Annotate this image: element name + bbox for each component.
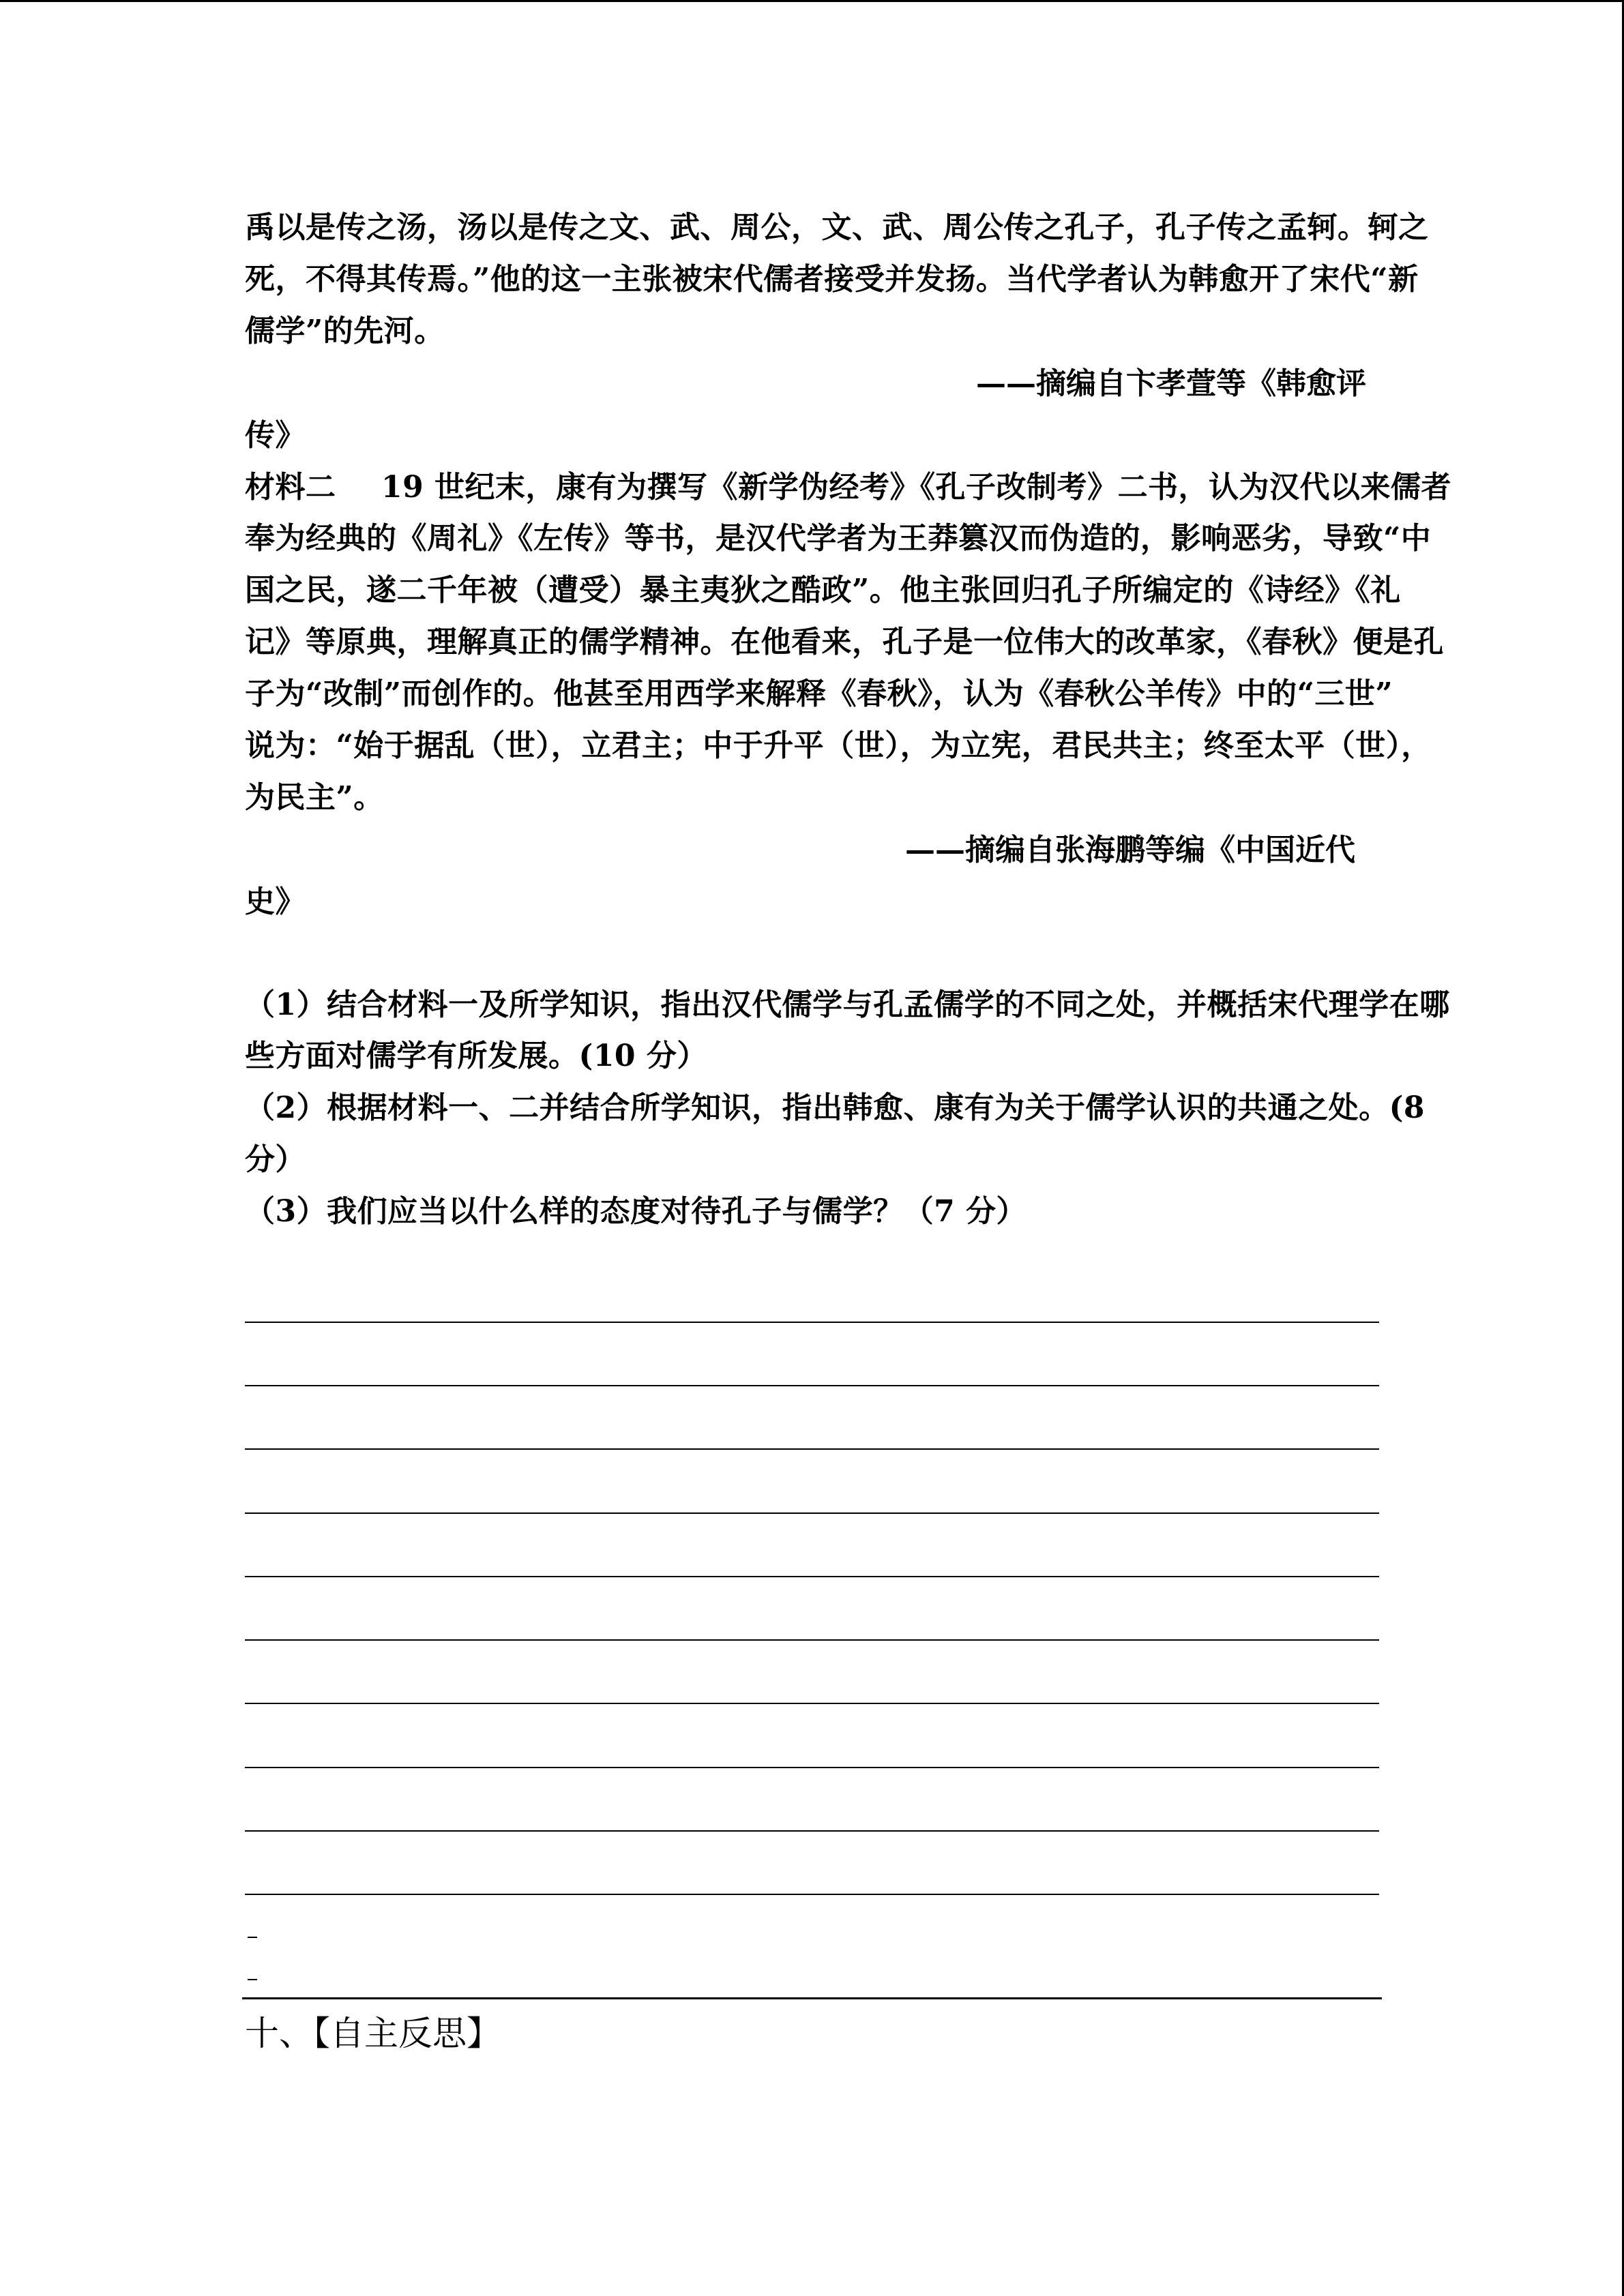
material-two-label: 材料二 [245, 470, 336, 505]
material-two-line-6: 说为：“始于据乱（世），立君主；中于升平（世），为立宪，君民共主；终至太平（世）， [245, 728, 1432, 763]
material-one-line-3: 儒学”的先河。 [245, 314, 445, 348]
answer-line[interactable] [245, 1767, 1379, 1768]
answer-line[interactable] [245, 1322, 1379, 1323]
page-top-border [0, 0, 1624, 2]
question-1-line-2: 些方面对儒学有所发展。(10 分） [245, 1039, 707, 1073]
material-two-source-tail: 史》 [245, 884, 306, 919]
material-one-line-1: 禹以是传之汤，汤以是传之文、武、周公，文、武、周公传之孔子，孔子传之孟轲。轲之 [245, 210, 1429, 245]
answer-line[interactable] [245, 1639, 1379, 1641]
section-separator [242, 1997, 1382, 1999]
material-two-line-1: 19 世纪末，康有为撰写《新学伪经考》《孔子改制考》二书，认为汉代以来儒者 [381, 470, 1452, 505]
question-2-line-1: （2）根据材料一、二并结合所学知识，指出韩愈、康有为关于儒学认识的共通之处。(8 [245, 1090, 1426, 1125]
material-one-source-tail: 传》 [245, 418, 306, 453]
material-two-line-4: 记》等原典，理解真正的儒学精神。在他看来，孔子是一位伟大的改革家，《春秋》便是孔 [245, 625, 1444, 659]
material-two-line-3: 国之民，遂二千年被（遭受）暴主夷狄之酷政”。他主张回归孔子所编定的《诗经》《礼 [245, 573, 1401, 608]
answer-line[interactable] [245, 1830, 1379, 1832]
answer-line[interactable] [245, 1512, 1379, 1514]
material-two-source: ——摘编自张海鹏等编《中国近代 [905, 833, 1355, 867]
question-2-line-2: 分） [245, 1142, 306, 1177]
answer-line[interactable] [245, 1448, 1379, 1450]
material-one-source: ——摘编自卞孝萱等《韩愈评 [976, 366, 1366, 401]
short-dash-mark [248, 1937, 257, 1938]
question-3-line-1: （3）我们应当以什么样的态度对待孔子与儒学？（7 分） [245, 1194, 1027, 1229]
material-two-line-7: 为民主”。 [245, 780, 384, 815]
answer-line[interactable] [245, 1703, 1379, 1704]
answer-line[interactable] [245, 1385, 1379, 1386]
material-two-line-2: 奉为经典的《周礼》《左传》等书，是汉代学者为王莽篡汉而伪造的，影响恶劣，导致“中 [245, 521, 1432, 556]
question-1-line-1: （1）结合材料一及所学知识，指出汉代儒学与孔孟儒学的不同之处，并概括宋代理学在哪 [245, 987, 1450, 1022]
answer-line[interactable] [245, 1894, 1379, 1895]
section-title: 十、【自主反思】 [245, 2014, 501, 2053]
answer-line[interactable] [245, 1576, 1379, 1577]
material-one-line-2: 死，不得其传焉。”他的这一主张被宋代儒者接受并发扬。当代学者认为韩愈开了宋代“新 [245, 262, 1419, 297]
short-dash-mark [248, 1979, 257, 1980]
material-two-line-5: 子为“改制”而创作的。他甚至用西学来解释《春秋》，认为《春秋公羊传》中的“三世” [245, 676, 1393, 711]
